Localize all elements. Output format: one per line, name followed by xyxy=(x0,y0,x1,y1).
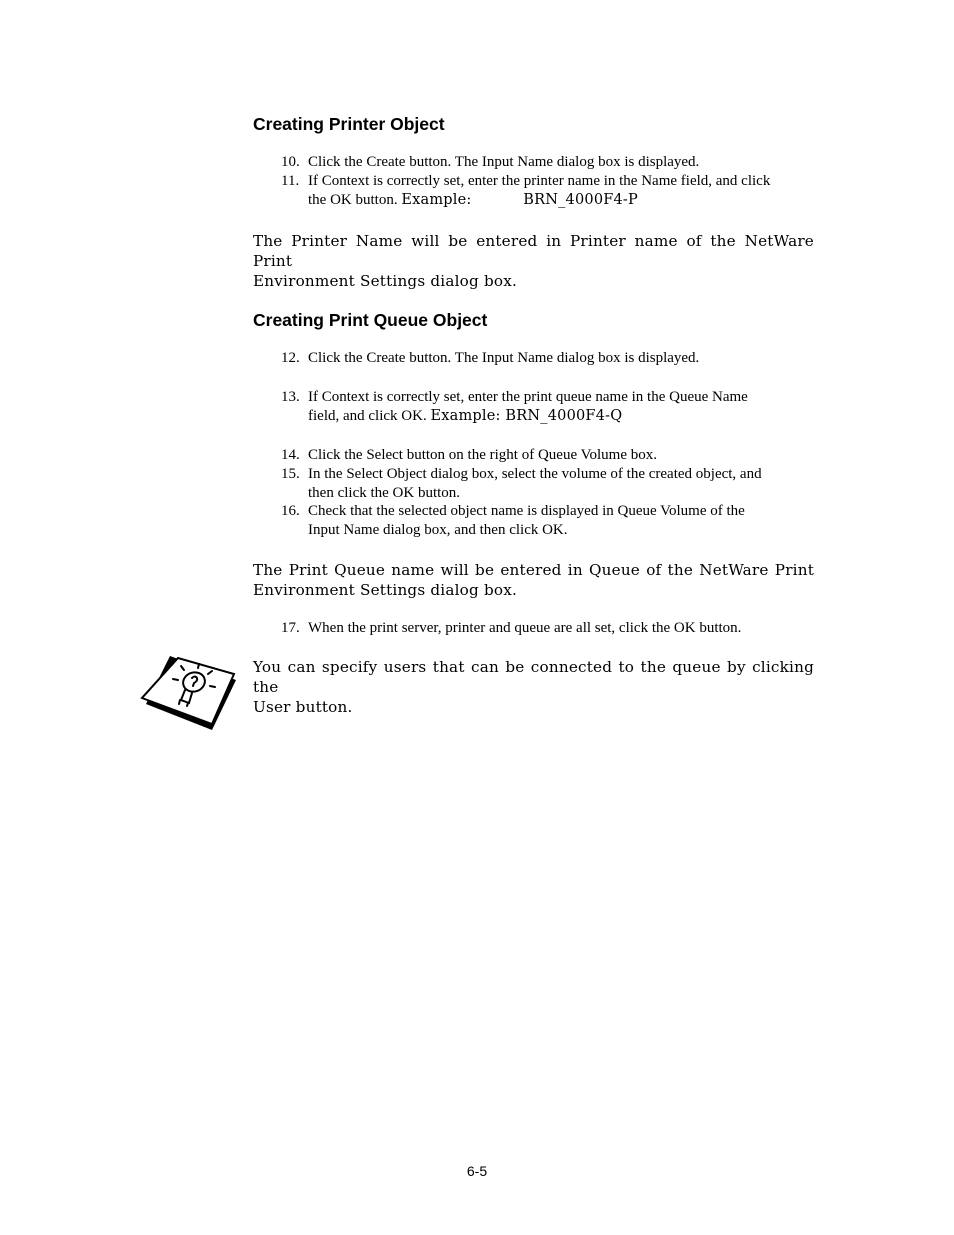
step-text: If Context is correctly set, enter the print queue name in the Queue Name xyxy=(308,389,748,405)
paragraph-line: The Printer Name will be entered in Printer name of the NetWare Print xyxy=(253,232,814,270)
section-heading-print-queue-object: Creating Print Queue Object xyxy=(253,310,488,330)
step-text: Click the Select button on the right of Queue Volume box. xyxy=(308,447,657,463)
step-text: the OK button. xyxy=(308,192,398,208)
paragraph-line: Environment Settings dialog box. xyxy=(253,272,518,290)
step-text: then click the OK button. xyxy=(308,485,461,501)
step-number: 15. xyxy=(281,466,300,482)
step-text: field, and click OK. xyxy=(308,408,427,424)
step-number: 14. xyxy=(281,447,300,463)
paragraph-line: Environment Settings dialog box. xyxy=(253,581,518,599)
step-number: 16. xyxy=(281,503,300,519)
section-heading-printer-object: Creating Printer Object xyxy=(253,114,445,134)
step-number: 17. xyxy=(281,620,300,636)
step-text: Click the Create button. The Input Name dialog box is displayed. xyxy=(308,154,700,170)
step-13 xyxy=(281,388,821,426)
step-text: If Context is correctly set, enter the printer name in the Name field, and click xyxy=(308,173,771,189)
step-10 xyxy=(281,153,821,172)
note-paragraph xyxy=(253,657,814,717)
step-11 xyxy=(281,172,821,210)
printer-name-paragraph xyxy=(253,231,814,291)
step-text: Input Name dialog box, and then click OK. xyxy=(308,522,568,538)
step-16 xyxy=(281,502,821,540)
step-15 xyxy=(281,465,821,503)
lightbulb-note-icon xyxy=(140,656,240,730)
paragraph-line: User button. xyxy=(253,698,353,716)
step-14 xyxy=(281,446,821,465)
step-number: 11. xyxy=(281,173,300,189)
print-queue-paragraph xyxy=(253,560,814,600)
paragraph-line: The Print Queue name will be entered in Queue of the NetWare Print xyxy=(253,561,814,579)
step-number: 12. xyxy=(281,350,300,366)
step-text: Click the Create button. The Input Name dialog box is displayed. xyxy=(308,350,700,366)
step-12 xyxy=(281,349,821,368)
step-text: When the print server, printer and queue are all set, click the OK button. xyxy=(308,620,742,636)
paragraph-line: You can specify users that can be connected to the queue by clicking the xyxy=(253,658,814,696)
step-number: 10. xyxy=(281,154,300,170)
example-label: Example: xyxy=(401,192,472,208)
page-number: 6-5 xyxy=(466,1163,488,1179)
step-17 xyxy=(281,619,821,638)
step-text: In the Select Object dialog box, select the volume of the created object, and xyxy=(308,466,762,482)
example-value: BRN_4000F4-P xyxy=(523,192,638,208)
step-text: Check that the selected object name is displayed in Queue Volume of the xyxy=(308,503,745,519)
step-number: 13. xyxy=(281,389,300,405)
example-text: Example: BRN_4000F4-Q xyxy=(430,408,623,424)
